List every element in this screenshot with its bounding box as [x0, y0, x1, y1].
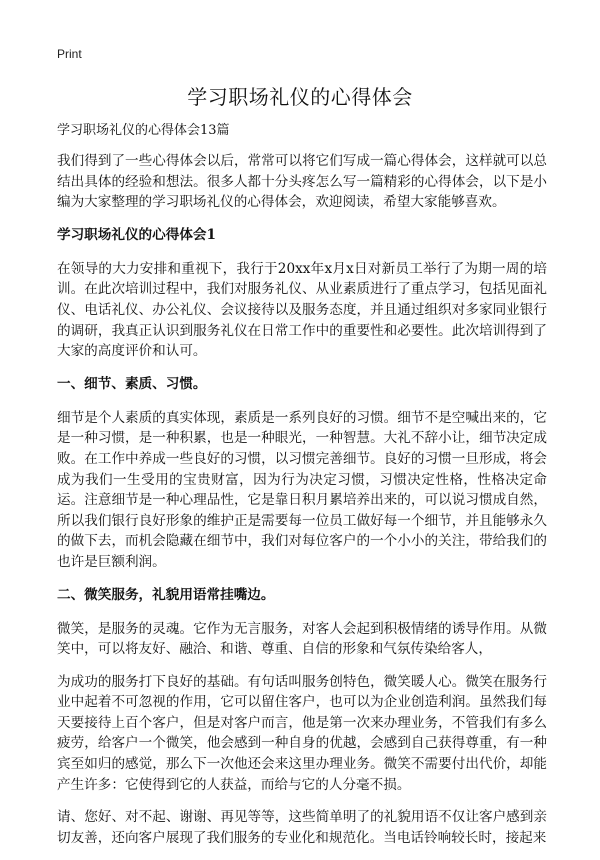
smile-paragraph-1: 微笑，是服务的灵魂。它作为无言服务，对客人会起到积极情绪的诱导作用。从微笑中，可以将友好、融洽、和谐、尊重、自信的形象和气氛传染给客人， — [57, 620, 547, 658]
article-body — [57, 151, 547, 860]
training-paragraph: 在领导的大力安排和重视下，我行于20xx年x月x日对新员工举行了为期一周的培训。在此次培训过程中，我们对服务礼仪、从业素质进行了重点学习，包括见面礼仪、电话礼仪、办公礼仪、会议接待以及服务态度，并且通过组织对多家同业银行的调研，我真正认识到服务礼仪在日常工作中的重要性和必要性。此次培训得到了大家的高度评价和认可。 — [57, 260, 547, 360]
smile-paragraph-2: 为成功的服务打下良好的基础。有句话叫服务创特色，微笑暖人心。微笑在服务行业中起着不可忽视的作用，它可以留住客户，也可以为企业创造利润。虽然我们每天要接待上百个客户，但是对客户而言，他是第一次来办理业务，不管我们有多么疲劳，给客户一个微笑，他会感到一种自身的优越，会感到自己获得尊重，有一种宾至如归的感觉，那么下一次他还会来这里办理业务。微笑不需要付出代价，却能产生许多：它使得到它的人获益，而给与它的人分毫不损。 — [57, 673, 547, 793]
intro-paragraph: 我们得到了一些心得体会以后，常常可以将它们写成一篇心得体会，这样就可以总结出具体的经验和想法。很多人都十分头疼怎么写一篇精彩的心得体会，以下是小编为大家整理的学习职场礼仪的心得体会，欢迎阅读，希望大家能够喜欢。 — [57, 153, 547, 211]
polite-paragraph: 请、您好、对不起、谢谢、再见等等，这些简单明了的礼貌用语不仅让客户感到亲切友善，还向客户展现了我们服务的专业化和规范化。当电话铃响较长时，接起来 — [57, 809, 547, 846]
document-subtitle: 学习职场礼仪的心得体会13篇 — [57, 123, 230, 138]
page-title: 学习职场礼仪的心得体会 — [187, 85, 413, 109]
heading-smile: 二、微笑服务，礼貌用语常挂嘴边。 — [57, 586, 275, 603]
print-link[interactable]: Print — [57, 47, 82, 61]
heading-details: 一、细节、素质、习惯。 — [57, 375, 207, 392]
section-heading-1: 学习职场礼仪的心得体会1 — [57, 226, 216, 243]
details-paragraph: 细节是个人素质的真实体现，素质是一系列良好的习惯。细节不是空喊出来的，它是一种习惯，是一种积累，也是一种眼光，一种智慧。大礼不辞小让，细节决定成败。在工作中养成一些良好的习惯，以习惯完善细节。良好的习惯一旦形成，将会成为我们一生受用的宝贵财富，因为行为决定习惯，习惯决定性格，性格决定命运。注意细节是一种心理品性，它是靠日积月累培养出来的，可以说习惯成自然，所以我们银行良好形象的维护正是需要每一位员工做好每一个细节，并且能够永久的做下去，而机会隐藏在细节中，我们对每位客户的一个小小的关注，带给我们的也许是巨额利润。 — [57, 409, 547, 570]
